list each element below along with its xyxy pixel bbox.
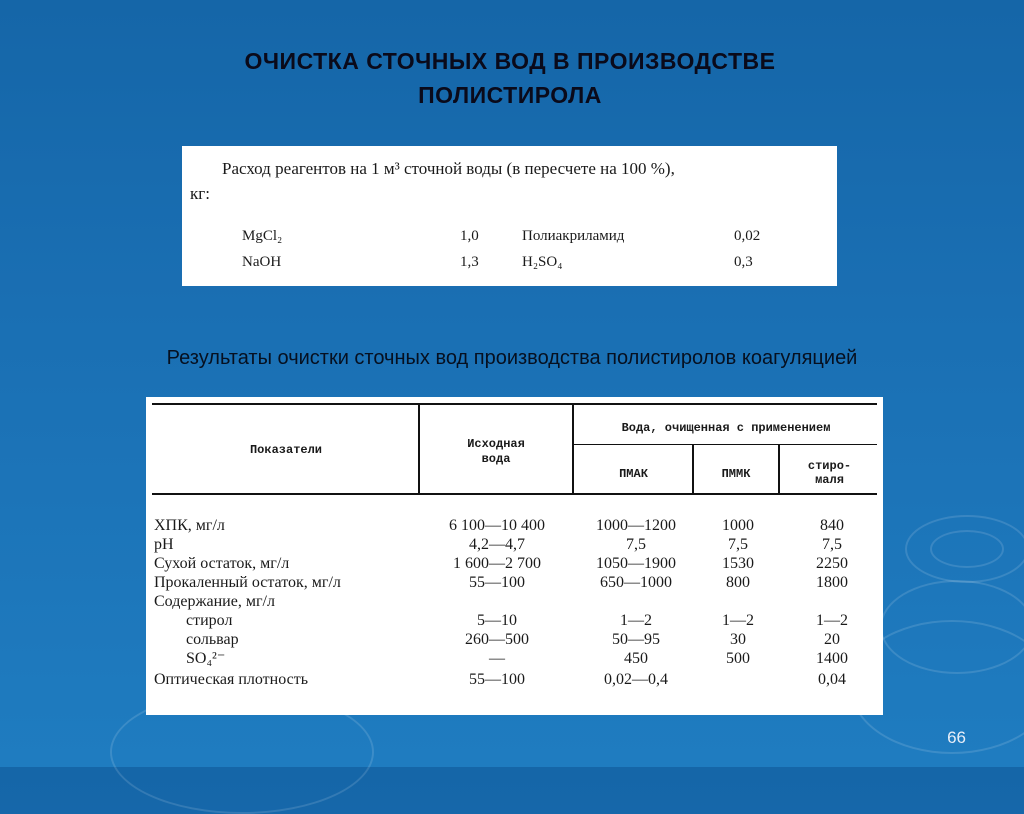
row-label: Оптическая плотность (154, 671, 308, 688)
reagent-value: 1,0 (460, 228, 479, 244)
header-bottom-rule (152, 493, 877, 495)
reagent-name: H₂SO₄ (522, 254, 563, 270)
cell-stiromal: 840 (820, 517, 844, 534)
cell-stiromal: 1400 (816, 650, 848, 667)
cell-stiromal: 7,5 (822, 536, 842, 553)
cell-source: 55—100 (469, 574, 525, 591)
header-stiromal-line-2: маля (815, 473, 844, 487)
reagent-value: 1,3 (460, 254, 479, 270)
slide-title (120, 44, 900, 112)
cell-pmmk: 1530 (722, 555, 754, 572)
cell-pmmk: 800 (726, 574, 750, 591)
reagent-name: MgCl₂ (242, 228, 283, 244)
results-table (146, 397, 883, 715)
title-line-2: ПОЛИСТИРОЛА (418, 82, 602, 108)
cell-stiromal: 20 (824, 631, 840, 648)
cell-stiromal: 1—2 (816, 612, 848, 629)
cell-pmak: 650—1000 (600, 574, 672, 591)
page-number: 66 (947, 728, 966, 747)
column-divider (778, 445, 780, 495)
column-divider (418, 403, 420, 495)
cell-pmak: 1050—1900 (596, 555, 676, 572)
header-pmmk: ПММК (721, 467, 751, 481)
row-label: SO₄²⁻ (186, 650, 226, 667)
cell-source: 55—100 (469, 671, 525, 688)
header-source-line-2: вода (481, 452, 511, 466)
cell-stiromal: 0,04 (818, 671, 846, 688)
header-pmak: ПМАК (619, 467, 648, 481)
cell-source: 1 600—2 700 (453, 555, 541, 572)
header-indicator: Показатели (249, 443, 322, 457)
column-divider (572, 403, 574, 495)
header-treated-group: Вода, очищенная с применением (621, 421, 831, 435)
table-top-rule (152, 403, 877, 405)
cell-pmmk: 500 (726, 650, 750, 667)
reagent-name: NaOH (242, 254, 282, 270)
title-line-1: ОЧИСТКА СТОЧНЫХ ВОД В ПРОИЗВОДСТВЕ (244, 48, 776, 74)
cell-pmmk: 30 (730, 631, 746, 648)
cell-pmmk: 1000 (722, 517, 754, 534)
cell-source: 6 100—10 400 (449, 517, 545, 534)
row-label: стирол (186, 612, 233, 629)
row-label: сольвар (186, 631, 239, 648)
cell-source: 260—500 (465, 631, 529, 648)
reagent-consumption-box (182, 146, 837, 286)
reagent-heading: Расход реагентов на 1 м³ сточной воды (в пересчете на 100 %), (222, 159, 675, 178)
cell-pmak: 450 (624, 650, 648, 667)
row-label: Содержание, мг/л (154, 593, 275, 610)
cell-source: 5—10 (477, 612, 517, 629)
cell-pmak: 1—2 (620, 612, 652, 629)
reagent-value: 0,3 (734, 254, 753, 270)
cell-pmak: 0,02—0,4 (604, 671, 668, 688)
group-header-rule (574, 444, 877, 445)
header-stiromal-line-1: стиро- (807, 459, 852, 473)
reagent-name: Полиакриламид (522, 228, 625, 244)
cell-pmak: 50—95 (612, 631, 660, 648)
row-label: pH (154, 536, 174, 553)
cell-pmmk: 7,5 (728, 536, 748, 553)
cell-pmak: 7,5 (626, 536, 646, 553)
ripple-decoration (905, 515, 1024, 583)
row-label: Прокаленный остаток, мг/л (154, 574, 341, 591)
row-label: Сухой остаток, мг/л (154, 555, 290, 572)
row-label: ХПК, мг/л (154, 517, 225, 534)
cell-pmmk: 1—2 (722, 612, 754, 629)
cell-source: — (489, 650, 505, 667)
reagent-value: 0,02 (734, 228, 761, 244)
cell-stiromal: 1800 (816, 574, 848, 591)
cell-stiromal: 2250 (816, 555, 848, 572)
header-source-line-1: Исходная (467, 437, 525, 451)
table-subtitle: Результаты очистки сточных вод производства полистиролов коагуляцией (166, 347, 858, 369)
cell-source: 4,2—4,7 (469, 536, 525, 553)
cell-pmak: 1000—1200 (596, 517, 676, 534)
column-divider (692, 445, 694, 495)
reagent-heading-unit: кг: (190, 184, 210, 203)
